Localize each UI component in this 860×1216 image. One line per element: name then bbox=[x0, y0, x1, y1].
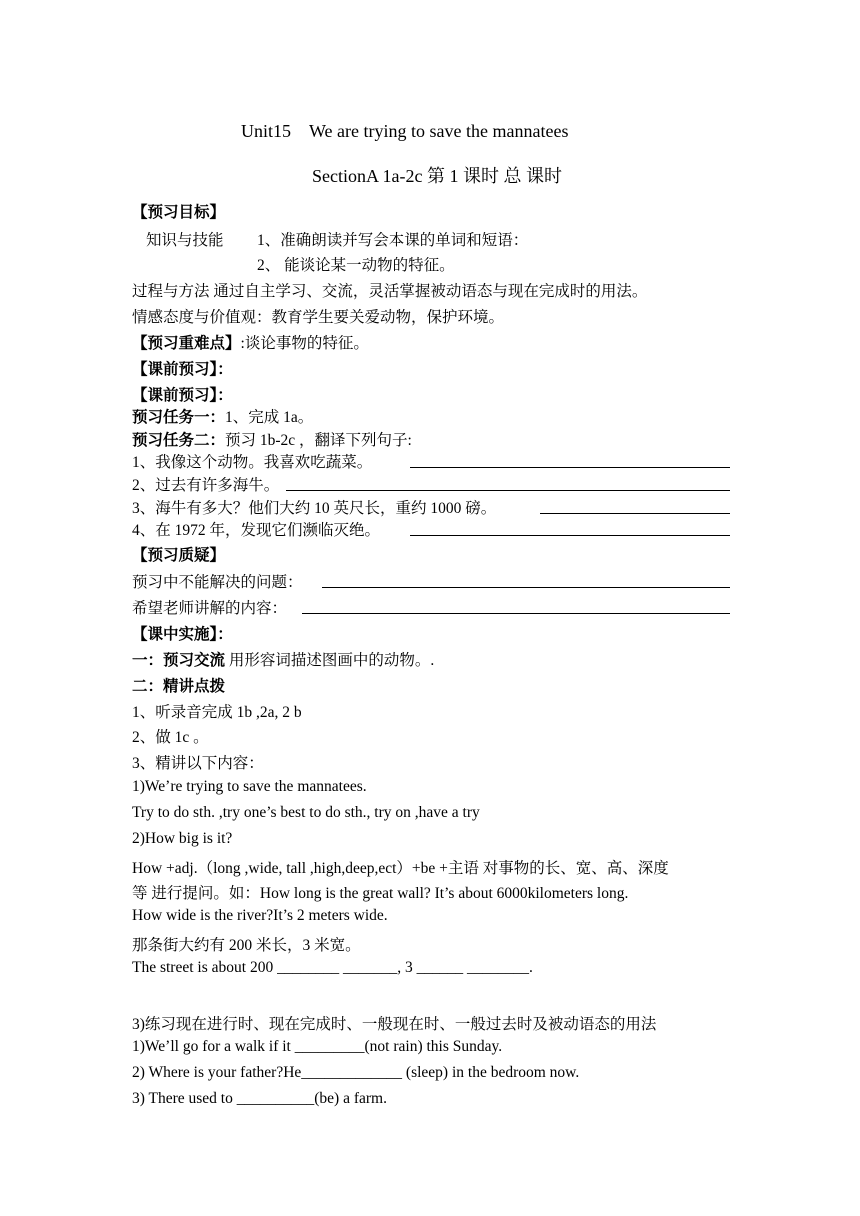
page-title: Unit15 We are trying to save the mannatees bbox=[241, 121, 569, 141]
skills-label: 知识与技能 bbox=[146, 232, 224, 249]
explain-heading: 二：精讲点拨 bbox=[132, 678, 226, 695]
translation-3: 3、海牛有多大？他们大约 10 英尺长，重约 1000 磅。 bbox=[132, 500, 497, 517]
task-2 bbox=[132, 428, 412, 450]
explain-item-1: 1、听录音完成 1b ,2a, 2 b bbox=[132, 704, 302, 721]
objectives-heading: 【预习目标】 bbox=[132, 204, 226, 221]
exercise-3-start: 3) There used to bbox=[132, 1090, 237, 1107]
exercise-1 bbox=[132, 1038, 502, 1056]
key-points-text: :谈论事物的特征。 bbox=[240, 335, 369, 352]
point-1-detail: Try to do sth. ,try one’s best to do sth., try on ,have a try bbox=[132, 804, 480, 821]
task-1-label: 预习任务一： bbox=[132, 409, 226, 426]
answer-line-3[interactable] bbox=[540, 513, 730, 514]
page-subtitle: SectionA 1a-2c 第 1 课时 总 课时 bbox=[312, 166, 562, 186]
explain-item-2: 2、做 1c 。 bbox=[132, 729, 209, 746]
point-2: 2)How big is it? bbox=[132, 830, 233, 847]
exercise-2-start: 2) Where is your father?He bbox=[132, 1064, 302, 1081]
hope-answer-line[interactable] bbox=[302, 613, 730, 614]
exercise-3-blank[interactable]: __________ bbox=[236, 1090, 315, 1107]
answer-line-4[interactable] bbox=[410, 535, 730, 536]
answer-line-1[interactable] bbox=[410, 467, 730, 468]
hope-explain: 希望老师讲解的内容： bbox=[132, 600, 288, 617]
point-2-detail-3: How wide is the river?It’s 2 meters wide. bbox=[132, 907, 388, 924]
exercise-3 bbox=[132, 1090, 387, 1108]
exercise-2-end: (sleep) in the bedroom now. bbox=[402, 1064, 580, 1081]
explain-item-3: 3、精讲以下内容： bbox=[132, 755, 264, 772]
exchange-text: 用形容词描述图画中的动物。. bbox=[225, 652, 435, 669]
exchange bbox=[132, 648, 434, 670]
translation-1: 1、我像这个动物。我喜欢吃蔬菜。 bbox=[132, 454, 373, 471]
unsolved-answer-line[interactable] bbox=[322, 587, 730, 588]
exercise-1-start: 1)We’ll go for a walk if it bbox=[132, 1038, 295, 1055]
point-2-detail-5: The street is about 200 ________ _______, 3 ______ ________. bbox=[132, 959, 533, 976]
key-points bbox=[132, 331, 369, 353]
task-1-text: 1、完成 1a。 bbox=[225, 409, 314, 426]
key-points-heading: 【预习重难点】 bbox=[132, 335, 241, 352]
process-method: 过程与方法 通过自主学习、交流，灵活掌握被动语态与现在完成时的用法。 bbox=[132, 283, 648, 300]
class-heading: 【课中实施】： bbox=[132, 626, 233, 643]
exercise-2 bbox=[132, 1064, 579, 1082]
unsolved-questions: 预习中不能解决的问题： bbox=[132, 574, 303, 591]
task-2-label: 预习任务二： bbox=[132, 432, 226, 449]
skills-item-2: 2、 能谈论某一动物的特征。 bbox=[257, 257, 455, 274]
point-2-detail-1: How +adj.（long ,wide, tall ,high,deep,ect）+be +主语 对事物的长、宽、高、深度 bbox=[132, 860, 669, 877]
questions-heading: 【预习质疑】 bbox=[132, 547, 226, 564]
point-3: 3)练习现在进行时、现在完成时、一般现在时、一般过去时及被动语态的用法 bbox=[132, 1016, 657, 1033]
exchange-label: 一：预习交流 bbox=[132, 652, 226, 669]
translation-2: 2、过去有许多海牛。 bbox=[132, 477, 280, 494]
exercise-3-end: (be) a farm. bbox=[314, 1090, 387, 1107]
preview-heading-2: 【课前预习】： bbox=[132, 387, 233, 404]
answer-line-2[interactable] bbox=[286, 490, 730, 491]
exercise-2-blank[interactable]: _____________ bbox=[301, 1064, 403, 1081]
point-1: 1)We’re trying to save the mannatees. bbox=[132, 778, 367, 795]
emotion-attitude: 情感态度与价值观：教育学生要关爱动物，保护环境。 bbox=[132, 309, 505, 326]
translation-4: 4、在 1972 年，发现它们濒临灭绝。 bbox=[132, 522, 381, 539]
point-2-detail-2: 等 进行提问。如：How long is the great wall? It’s about 6000kilometers long. bbox=[132, 885, 629, 902]
task-2-text: 预习 1b-2c ，翻译下列句子: bbox=[225, 432, 412, 449]
task-1 bbox=[132, 405, 313, 427]
exercise-1-blank[interactable]: _________ bbox=[294, 1038, 365, 1055]
point-2-detail-4: 那条街大约有 200 米长，3 米宽。 bbox=[132, 937, 361, 954]
preview-heading-1: 【课前预习】： bbox=[132, 361, 233, 378]
exercise-1-end: (not rain) this Sunday. bbox=[364, 1038, 503, 1055]
skills-item-1: 1、准确朗读并写会本课的单词和短语： bbox=[257, 232, 529, 249]
